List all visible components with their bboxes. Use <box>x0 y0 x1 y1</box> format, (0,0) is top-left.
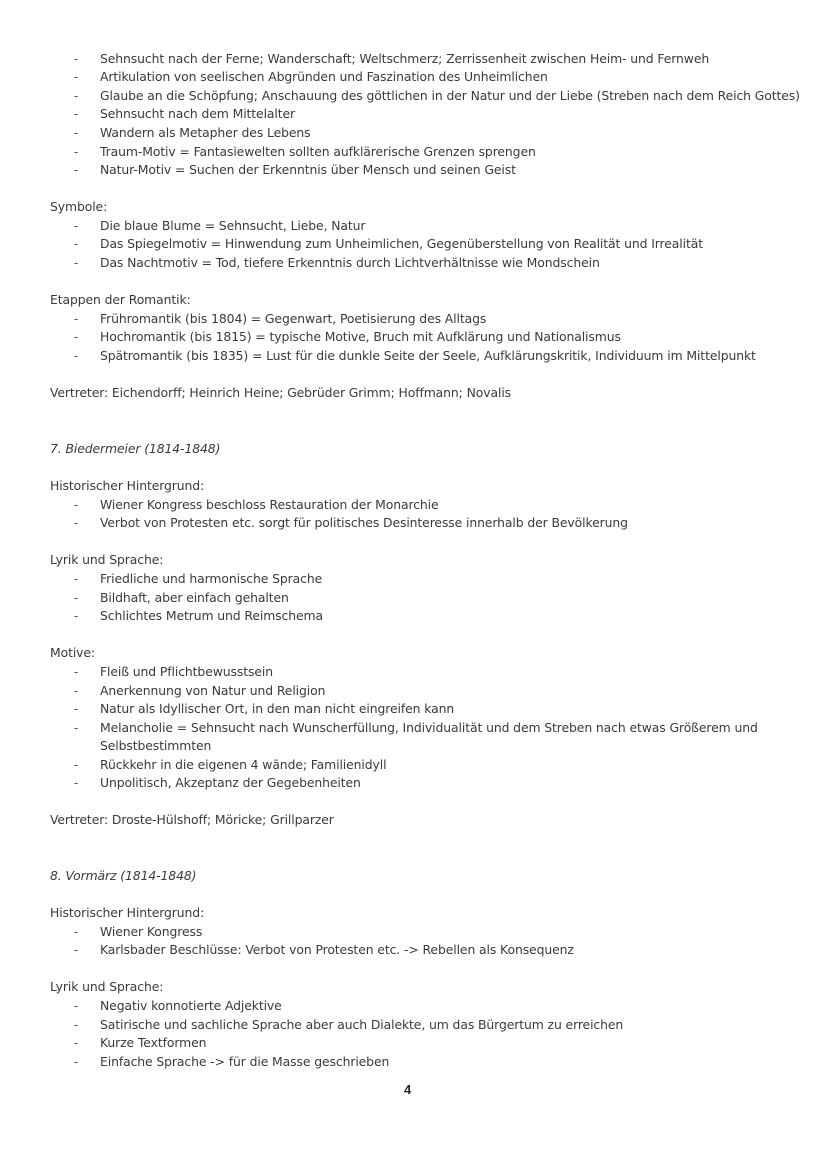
bullet-dash: - <box>74 721 79 735</box>
bullet-dash: - <box>74 330 79 344</box>
biedermeier-lyrik-heading: Lyrik und Sprache: <box>50 552 164 567</box>
bullet-dash: - <box>74 776 79 790</box>
list-item: Wiener Kongress beschloss Restauration der Monarchie <box>100 497 439 512</box>
section-title-biedermeier: 7. Biedermeier (1814-1848) <box>50 441 221 456</box>
bullet-dash: - <box>74 89 79 103</box>
bullet-dash: - <box>74 1036 79 1050</box>
bullet-dash: - <box>74 572 79 586</box>
bullet-dash: - <box>74 1055 79 1069</box>
list-item: Die blaue Blume = Sehnsucht, Liebe, Natur <box>100 218 366 233</box>
bullet-dash: - <box>74 126 79 140</box>
list-item: Spätromantik (bis 1835) = Lust für die dunkle Seite der Seele, Aufklärungskritik, Individuum im Mittelpunkt <box>100 348 756 363</box>
bullet-dash: - <box>74 312 79 326</box>
list-item: Friedliche und harmonische Sprache <box>100 571 323 586</box>
list-item: Artikulation von seelischen Abgründen und Faszination des Unheimlichen <box>100 69 548 84</box>
section-title-vormaerz: 8. Vormärz (1814-1848) <box>50 868 197 883</box>
bullet-dash: - <box>74 516 79 530</box>
bullet-dash: - <box>74 609 79 623</box>
bullet-dash: - <box>74 256 79 270</box>
symbole-heading: Symbole: <box>50 199 108 214</box>
list-item: Frühromantik (bis 1804) = Gegenwart, Poetisierung des Alltags <box>100 311 487 326</box>
list-item: Einfache Sprache -> für die Masse geschrieben <box>100 1054 390 1069</box>
bullet-dash: - <box>74 70 79 84</box>
list-item: Natur als Idyllischer Ort, in den man nicht eingreifen kann <box>100 701 455 716</box>
bullet-dash: - <box>74 237 79 251</box>
bullet-dash: - <box>74 107 79 121</box>
biedermeier-vertreter: Vertreter: Droste-Hülshoff; Möricke; Grillparzer <box>50 812 334 827</box>
list-item: Sehnsucht nach dem Mittelalter <box>100 106 296 121</box>
bullet-dash: - <box>74 145 79 159</box>
biedermeier-hintergrund-heading: Historischer Hintergrund: <box>50 478 205 493</box>
bullet-dash: - <box>74 349 79 363</box>
bullet-dash: - <box>74 943 79 957</box>
list-item: Glaube an die Schöpfung; Anschauung des göttlichen in der Natur und der Liebe (Streben nach dem Reich Gottes) <box>100 88 800 103</box>
list-item: Kurze Textformen <box>100 1035 207 1050</box>
list-item: Wiener Kongress <box>100 924 203 939</box>
list-item: Anerkennung von Natur und Religion <box>100 683 326 698</box>
list-item: Fleiß und Pflichtbewusstsein <box>100 664 273 679</box>
bullet-dash: - <box>74 498 79 512</box>
etappen-heading: Etappen der Romantik: <box>50 292 191 307</box>
list-item: Natur-Motiv = Suchen der Erkenntnis über Mensch und seinen Geist <box>100 162 516 177</box>
list-item-continuation: Selbstbestimmten <box>100 738 212 753</box>
bullet-dash: - <box>74 684 79 698</box>
list-item: Wandern als Metapher des Lebens <box>100 125 311 140</box>
list-item: Melancholie = Sehnsucht nach Wunscherfüllung, Individualität und dem Streben nach etwas Größerem und <box>100 720 758 735</box>
bullet-dash: - <box>74 702 79 716</box>
list-item: Satirische und sachliche Sprache aber auch Dialekte, um das Bürgertum zu erreichen <box>100 1017 624 1032</box>
bullet-dash: - <box>74 665 79 679</box>
list-item: Unpolitisch, Akzeptanz der Gegebenheiten <box>100 775 361 790</box>
list-item: Negativ konnotierte Adjektive <box>100 998 282 1013</box>
list-item: Schlichtes Metrum und Reimschema <box>100 608 323 623</box>
bullet-dash: - <box>74 591 79 605</box>
bullet-dash: - <box>74 925 79 939</box>
list-item: Sehnsucht nach der Ferne; Wanderschaft; Weltschmerz; Zerrissenheit zwischen Heim- und Fernweh <box>100 51 710 66</box>
page-number: 4 <box>404 1082 412 1097</box>
bullet-dash: - <box>74 219 79 233</box>
vormaerz-lyrik-heading: Lyrik und Sprache: <box>50 979 164 994</box>
bullet-dash: - <box>74 999 79 1013</box>
bullet-dash: - <box>74 52 79 66</box>
vormaerz-hintergrund-heading: Historischer Hintergrund: <box>50 905 205 920</box>
bullet-dash: - <box>74 758 79 772</box>
list-item: Bildhaft, aber einfach gehalten <box>100 590 289 605</box>
bullet-dash: - <box>74 163 79 177</box>
list-item: Rückkehr in die eigenen 4 wände; Familienidyll <box>100 757 387 772</box>
list-item: Das Nachtmotiv = Tod, tiefere Erkenntnis durch Lichtverhältnisse wie Mondschein <box>100 255 600 270</box>
list-item: Traum-Motiv = Fantasiewelten sollten aufklärerische Grenzen sprengen <box>100 144 536 159</box>
list-item: Karlsbader Beschlüsse: Verbot von Protesten etc. -> Rebellen als Konsequenz <box>100 942 574 957</box>
list-item: Das Spiegelmotiv = Hinwendung zum Unheimlichen, Gegenüberstellung von Realität und Irrealität <box>100 236 703 251</box>
list-item: Verbot von Protesten etc. sorgt für politisches Desinteresse innerhalb der Bevölkerung <box>100 515 628 530</box>
biedermeier-motive-heading: Motive: <box>50 645 96 660</box>
bullet-dash: - <box>74 1018 79 1032</box>
romantik-vertreter: Vertreter: Eichendorff; Heinrich Heine; Gebrüder Grimm; Hoffmann; Novalis <box>50 385 512 400</box>
list-item: Hochromantik (bis 1815) = typische Motive, Bruch mit Aufklärung und Nationalismus <box>100 329 621 344</box>
